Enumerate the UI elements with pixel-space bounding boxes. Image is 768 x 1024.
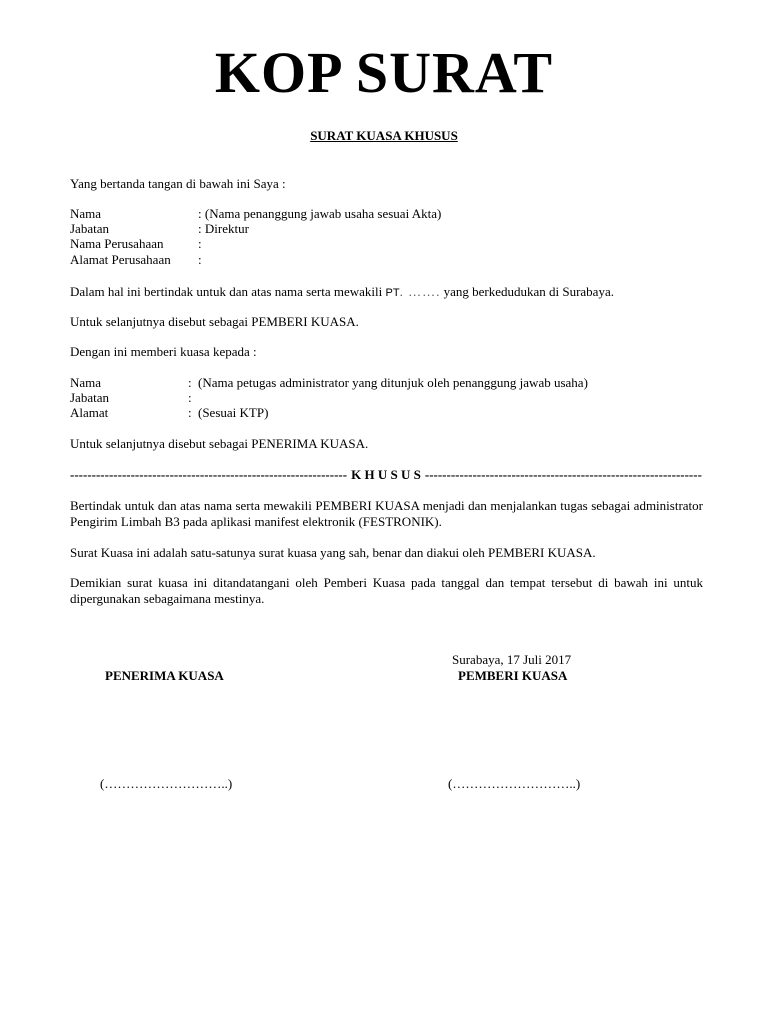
penerima-kuasa-label: PENERIMA KUASA: [105, 668, 224, 683]
penerima-jabatan-colon: :: [188, 390, 192, 405]
penerima-alamat-value: (Sesuai KTP): [198, 405, 269, 420]
mewakili-prefix: Dalam hal ini bertindak untuk dan atas nama serta mewakili: [70, 284, 386, 299]
penerima-nama-colon: :: [188, 375, 192, 390]
pemberi-jabatan-value: : Direktur: [198, 221, 249, 236]
body-paragraph-3: Demikian surat kuasa ini ditandatangani oleh Pemberi Kuasa pada tanggal dan tempat tersebut di bawah ini untuk dipergunakan sebagaimana mestinya.: [70, 575, 703, 606]
pemberi-nama-value: : (Nama penanggung jawab usaha sesuai Akta): [198, 206, 442, 221]
mewakili-dots: . …….: [399, 284, 441, 299]
khusus-label: K H U S U S: [351, 467, 421, 482]
pemberi-alamat-value: :: [198, 252, 202, 267]
body-paragraph-2: Surat Kuasa ini adalah satu-satunya surat kuasa yang sah, benar dan diakui oleh PEMBERI KUASA.: [70, 545, 596, 560]
intro-text: Yang bertanda tangan di bawah ini Saya :: [70, 176, 286, 191]
penerima-nama-label: Nama: [70, 375, 102, 390]
penerima-alamat-label: Alamat: [70, 405, 109, 420]
pemberi-alamat-label: Alamat Perusahaan: [70, 252, 171, 267]
penerima-jabatan-label: Jabatan: [70, 390, 109, 405]
pemberi-signature-line: (………………………..): [448, 776, 581, 791]
pemberi-nama-label: Nama: [70, 206, 102, 221]
divider-right-dashes: [425, 467, 702, 483]
divider-left-dashes: [70, 467, 347, 483]
disebut-penerima-text: Untuk selanjutnya disebut sebagai PENERIMA KUASA.: [70, 436, 369, 451]
letterhead: KOP SURAT: [214, 40, 554, 105]
pemberi-kuasa-label: PEMBERI KUASA: [458, 668, 568, 683]
pemberi-perusahaan-value: :: [198, 236, 202, 251]
memberi-kuasa-text: Dengan ini memberi kuasa kepada :: [70, 344, 257, 359]
penerima-signature-line: (………………………..): [100, 776, 233, 791]
mewakili-suffix: yang berkedudukan di Surabaya.: [440, 284, 614, 299]
khusus-divider: [70, 467, 702, 483]
document-title: SURAT KUASA KHUSUS: [310, 128, 458, 143]
penerima-alamat-colon: :: [188, 405, 192, 420]
body-paragraph-1: Bertindak untuk dan atas nama serta mewakili PEMBERI KUASA menjadi dan menjalankan tugas sebagai administrator Pengirim Limbah B3 pada aplikasi manifest elektronik (FESTRONIK).: [70, 498, 703, 529]
pemberi-jabatan-label: Jabatan: [70, 221, 109, 236]
pemberi-perusahaan-label: Nama Perusahaan: [70, 236, 164, 251]
mewakili-text: [70, 284, 614, 301]
penerima-nama-value: (Nama petugas administrator yang ditunjuk oleh penanggung jawab usaha): [198, 375, 588, 390]
mewakili-pt: PT: [385, 287, 400, 299]
place-date: Surabaya, 17 Juli 2017: [452, 652, 572, 667]
disebut-pemberi-text: Untuk selanjutnya disebut sebagai PEMBERI KUASA.: [70, 314, 359, 329]
